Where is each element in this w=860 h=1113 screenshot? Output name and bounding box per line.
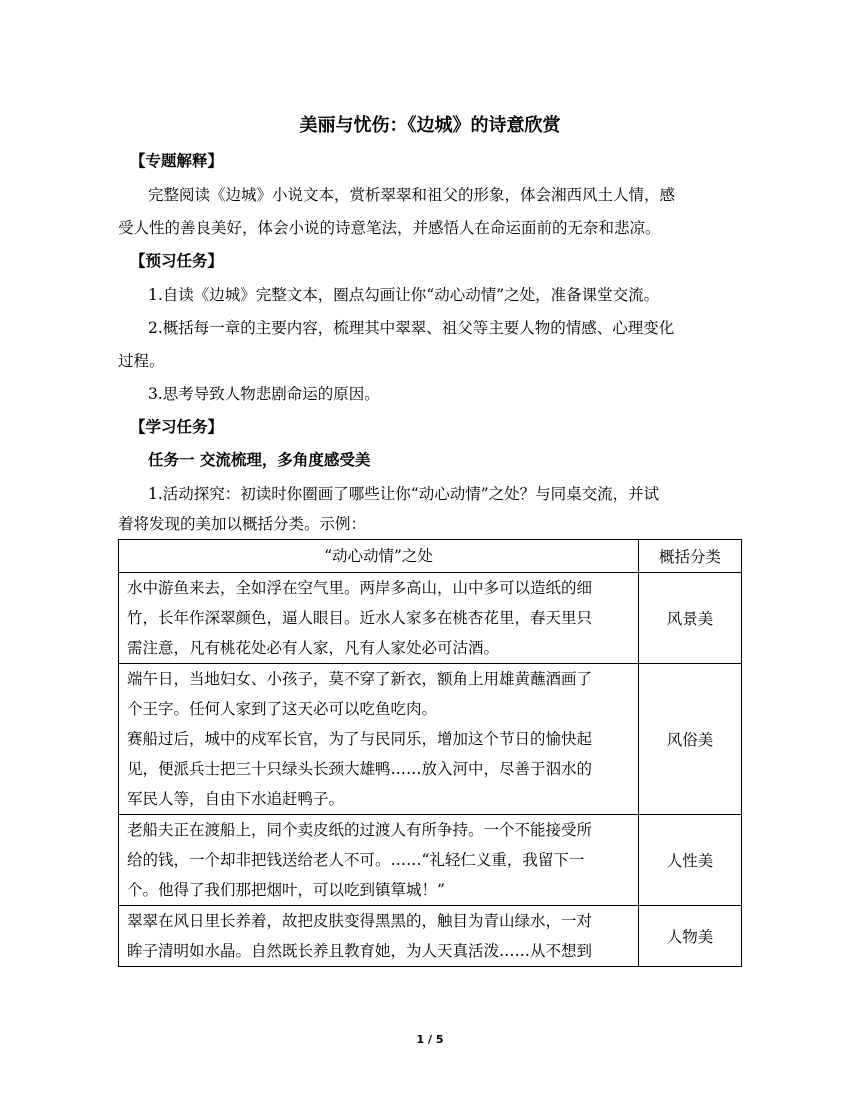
topic-text-line: 受人性的善良美好，体会小说的诗意笔法，并感悟人在命运面前的无奈和悲凉。	[118, 219, 661, 237]
cell-line: 老船夫正在渡船上，同个卖皮纸的过渡人有所争持。一个不能接受所	[127, 821, 593, 839]
table-cell-text	[119, 815, 639, 906]
table-cell-category: 风景美	[639, 573, 742, 664]
cell-line: 赛船过后，城中的戍军长官，为了与民同乐，增加这个节日的愉快起	[127, 730, 593, 748]
activity-line: 1.活动探究：初读时你圈画了哪些让你“动心动情”之处？与同桌交流，并试	[148, 485, 660, 503]
activity-line: 着将发现的美加以概括分类。示例：	[118, 515, 367, 533]
cell-line: 个。他得了我们那把烟叶，可以吃到镇筸城！”	[127, 881, 445, 899]
cell-line: 端午日，当地妇女、小孩子，莫不穿了新衣，额角上用雄黄蘸酒画了	[127, 670, 593, 688]
table-row	[119, 815, 742, 906]
table-row	[119, 664, 742, 815]
preview-item-1: 1.自读《边城》完整文本，圈点勾画让你“动心动情”之处，准备课堂交流。	[148, 286, 660, 304]
topic-text-line: 完整阅读《边城》小说文本，赏析翠翠和祖父的形象，体会湘西风土人情，感	[148, 186, 676, 204]
preview-heading: 【预习任务】	[130, 252, 224, 270]
table-cell-text	[119, 664, 639, 815]
cell-line: 眸子清明如水晶。自然既长养且教育她，为人天真活泼……从不想到	[127, 942, 593, 960]
table-row	[119, 573, 742, 664]
table-row	[119, 906, 742, 967]
cell-line: 水中游鱼来去，全如浮在空气里。两岸多高山，山中多可以造纸的细	[127, 579, 593, 597]
cell-line: 个王字。任何人家到了这天必可以吃鱼吃肉。	[127, 700, 438, 718]
cell-line: 竹，长年作深翠颜色，逼人眼目。近水人家多在桃杏花里，春天里只	[127, 609, 593, 627]
preview-item-2: 2.概括每一章的主要内容，梳理其中翠翠、祖父等主要人物的情感、心理变化	[148, 319, 675, 337]
page-number: 1 / 5	[416, 1033, 444, 1046]
example-table	[118, 539, 742, 967]
task1-heading: 任务一 交流梳理，多角度感受美	[148, 451, 371, 469]
cell-line: 翠翠在风日里长养着，故把皮肤变得黑黑的，触目为青山绿水，一对	[127, 912, 593, 930]
cell-line: 给的钱，一个却非把钱送给老人不可。……“礼轻仁义重，我留下一	[127, 851, 585, 869]
table-header-cell: 概括分类	[639, 540, 742, 573]
table-cell-category: 风俗美	[639, 664, 742, 815]
study-heading: 【学习任务】	[130, 418, 224, 436]
table-cell-category: 人物美	[639, 906, 742, 967]
table-header-row	[119, 540, 742, 573]
preview-item-2-cont: 过程。	[118, 352, 165, 370]
cell-line: 需注意，凡有桃花处必有人家，凡有人家处必可沽酒。	[127, 639, 500, 657]
cell-line: 军民人等，自由下水追赶鸭子。	[127, 790, 345, 808]
cell-line: 见，便派兵士把三十只绿头长颈大雄鸭……放入河中，尽善于泅水的	[127, 760, 593, 778]
page-title: 美丽与忧伤：《边城》的诗意欣赏	[299, 115, 561, 136]
table-header-cell: “动心动情”之处	[119, 540, 639, 573]
table-cell-category: 人性美	[639, 815, 742, 906]
topic-heading: 【专题解释】	[130, 152, 224, 170]
preview-item-3: 3.思考导致人物悲剧命运的原因。	[148, 385, 380, 403]
table-cell-text	[119, 573, 639, 664]
table-cell-text	[119, 906, 639, 967]
